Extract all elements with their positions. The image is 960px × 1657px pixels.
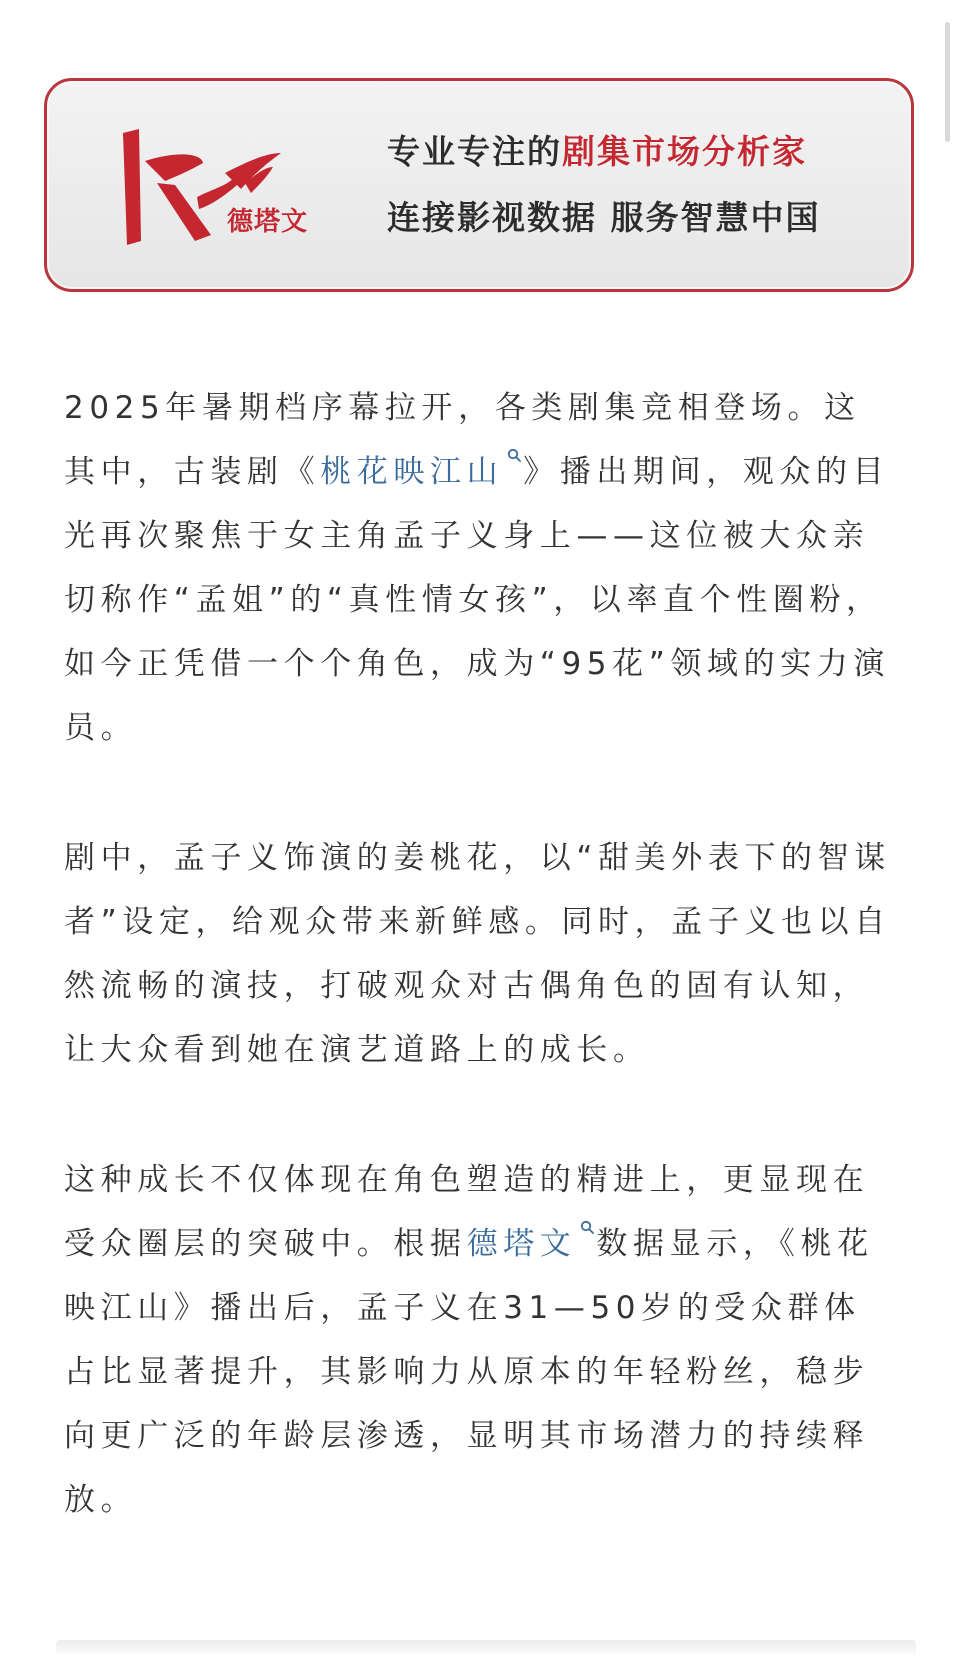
slogan-line-2: 连接影视数据 服务智慧中国 — [387, 198, 821, 237]
slogan-line-1 — [387, 131, 821, 173]
search-icon[interactable] — [580, 1220, 594, 1238]
next-card-edge — [56, 1640, 916, 1654]
brand-slogan — [387, 131, 821, 239]
paragraph-3-text-a: 这种成长不仅体现在角色塑造的精进上，更显现在受众圈层的突破中。根据 — [64, 1162, 870, 1262]
brand-logo-mark-icon — [105, 123, 325, 263]
paragraph-1-text-b: 》播出期间，观众的目光再次聚焦于女主角孟子义身上——这位被大众亲切称作“孟姐”的“真性情女孩”，以率直个性圈粉，如今正凭借一个个角色，成为“95花”领域的实力演员。 — [64, 454, 890, 746]
article-paragraph-3 — [64, 1148, 894, 1532]
slogan-prefix: 专业专注的 — [387, 132, 562, 171]
article-paragraph-2: 剧中，孟子义饰演的姜桃花，以“甜美外表下的智谋者”设定，给观众带来新鲜感。同时，孟子义也以自然流畅的演技，打破观众对古偶角色的固有认知，让大众看到她在演艺道路上的成长。 — [64, 840, 891, 1068]
paragraph-1-text-a: 2025年暑期档序幕拉开，各类剧集竞相登场。这其中，古装剧《 — [64, 390, 861, 490]
brand-banner — [44, 78, 914, 292]
scrollbar[interactable] — [945, 22, 950, 142]
paragraph-3-text-b: 数据显示，《桃花映江山》播出后，孟子义在31—50岁的受众群体占比显著提升，其影响力从原本的年轻粉丝，稳步向更广泛的年龄层渗透，显明其市场潜力的持续释放。 — [64, 1226, 874, 1518]
brand-logo-text: 德塔文 — [227, 207, 309, 237]
article-paragraph-1 — [64, 376, 894, 760]
brand-logo — [105, 123, 325, 263]
article-body — [64, 376, 894, 1598]
slogan-accent: 剧集市场分析家 — [562, 132, 807, 171]
drama-title-link[interactable]: 桃花映江山 — [320, 454, 504, 490]
detawen-link[interactable]: 德塔文 — [466, 1226, 577, 1262]
search-icon[interactable] — [507, 448, 521, 466]
